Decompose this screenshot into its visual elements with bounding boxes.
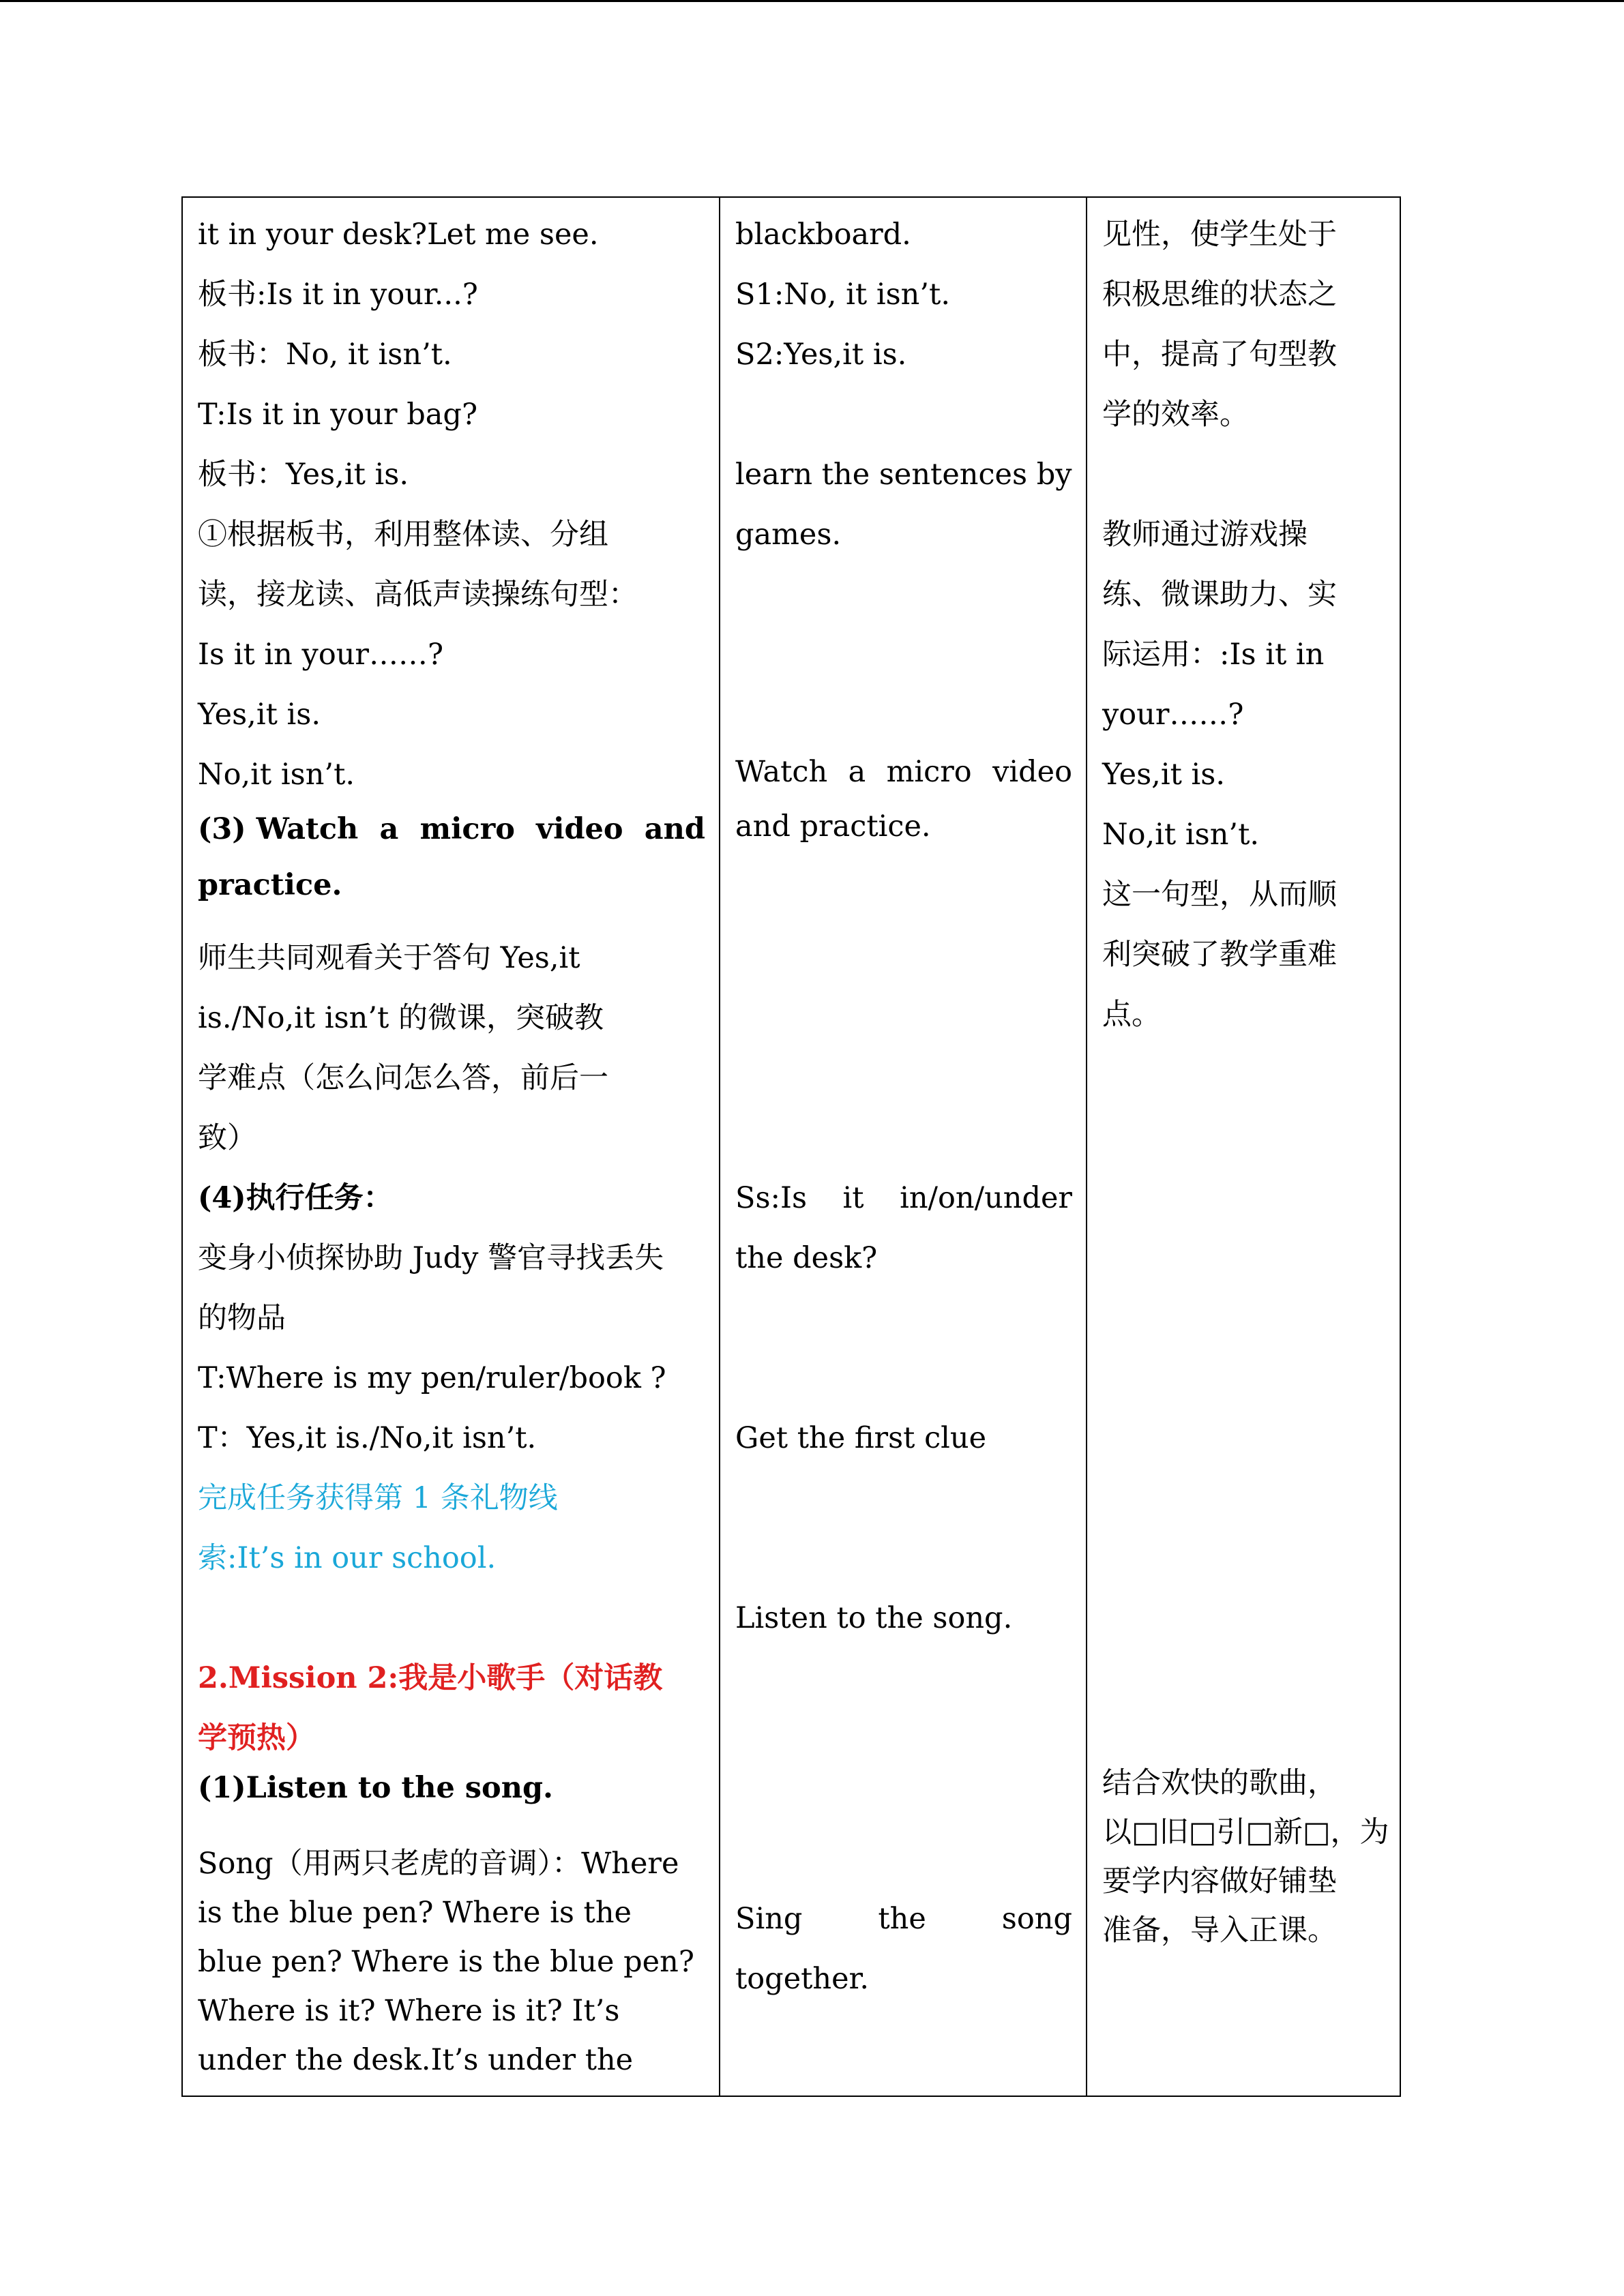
mission-heading-cont: 学预热）	[198, 1721, 315, 1755]
text-line: 板书：No, it isn’t.	[198, 338, 452, 372]
song-line: is the blue pen? Where is the	[198, 1896, 632, 1930]
text-line: 的物品	[198, 1301, 286, 1335]
song-line: under the desk.It’s under the	[198, 2043, 634, 2077]
word: video	[536, 812, 623, 846]
text-line: is./No,it isn’t 的微课，突破教	[198, 1001, 604, 1035]
text-line: the desk?	[735, 1241, 878, 1275]
text-line: T：Yes,it is./No,it isn’t.	[198, 1421, 537, 1455]
teacher-activity-column	[183, 198, 720, 2096]
word: and	[644, 812, 705, 846]
text-line: 变身小侦探协助 Judy 警官寻找丢失	[198, 1241, 664, 1275]
text-line: T:Where is my pen/ruler/book ?	[198, 1361, 666, 1395]
section-heading-3-cont: practice.	[198, 868, 342, 902]
text-line: together.	[735, 1962, 870, 1996]
text-line: 中，提高了句型教	[1102, 338, 1337, 372]
text-line: games.	[735, 518, 842, 552]
word: 为	[1359, 1815, 1389, 1849]
text-line: T:Is it in your bag?	[198, 398, 478, 432]
text-line: 见性，使学生处于	[1102, 218, 1337, 252]
text-line: No,it isn’t.	[198, 758, 355, 792]
text-line	[735, 1178, 1072, 1219]
text-line: 点。	[1102, 998, 1161, 1032]
word: a	[848, 755, 866, 789]
text-line: Is it in your……?	[198, 638, 444, 672]
text-line: Get the first clue	[735, 1421, 987, 1455]
text-line	[1102, 1812, 1389, 1853]
clue-text: 完成任务获得第 1 条礼物线	[198, 1481, 558, 1515]
text-line: 师生共同观看关于答句 Yes,it	[198, 941, 580, 975]
mission-heading: 2.Mission 2:我是小歌手（对话教	[198, 1661, 663, 1695]
text-line: Listen to the song.	[735, 1601, 1013, 1635]
word: 以□旧□引□新□，	[1102, 1815, 1360, 1849]
text-line: S1:No, it isn’t.	[735, 278, 950, 312]
design-intent-column	[1087, 198, 1401, 2096]
word: video	[992, 755, 1072, 789]
text-line: 板书:Is it in your...?	[198, 278, 478, 312]
text-line: learn the sentences by	[735, 458, 1072, 492]
text-line: 教师通过游戏操	[1102, 518, 1308, 552]
text-line: 致）	[198, 1121, 256, 1155]
text-line: blackboard.	[735, 218, 911, 252]
text-line: Yes,it is.	[198, 698, 321, 732]
song-line: Where is it? Where is it? It’s	[198, 1994, 620, 2028]
text-line: No,it isn’t.	[1102, 818, 1260, 852]
text-line: ①根据板书，利用整体读、分组	[198, 518, 608, 552]
text-line: 练、微课助力、实	[1102, 578, 1337, 612]
word: micro	[886, 755, 972, 789]
word: (3) Watch	[198, 812, 359, 846]
text-line: 读，接龙读、高低声读操练句型：	[198, 578, 638, 612]
text-line	[735, 751, 1072, 792]
lesson-plan-table	[181, 196, 1401, 2097]
song-line: blue pen? Where is the blue pen?	[198, 1945, 694, 1979]
word: it	[842, 1181, 864, 1215]
word: in/on/under	[900, 1181, 1072, 1215]
word: micro	[419, 812, 515, 846]
page-top-border	[0, 0, 1624, 2]
section-heading-3	[198, 809, 705, 850]
text-line: 学难点（怎么问怎么答，前后一	[198, 1061, 608, 1095]
text-line: it in your desk?Let me see.	[198, 218, 599, 252]
song-line: Song（用两只老虎的音调）：Where	[198, 1847, 679, 1881]
clue-text: 索:It’s in our school.	[198, 1541, 497, 1575]
text-line: 际运用：:Is it in	[1102, 638, 1325, 672]
text-line: 要学内容做好铺垫	[1102, 1864, 1337, 1898]
word: the	[878, 1902, 926, 1936]
text-line: 学的效率。	[1102, 398, 1249, 432]
listen-heading: (1)Listen to the song.	[198, 1771, 553, 1805]
word: song	[1001, 1902, 1072, 1936]
word: Watch	[735, 755, 828, 789]
text-line: S2:Yes,it is.	[735, 338, 907, 372]
text-line: 准备，导入正课。	[1102, 1913, 1337, 1948]
text-line: 这一句型，从而顺	[1102, 878, 1337, 912]
word: Sing	[735, 1902, 803, 1936]
text-line: and practice.	[735, 809, 931, 844]
section-heading-4: (4)执行任务：	[198, 1181, 393, 1215]
text-line: 积极思维的状态之	[1102, 278, 1337, 312]
text-line: 板书：Yes,it is.	[198, 458, 409, 492]
text-line	[735, 1898, 1072, 1939]
student-activity-column	[720, 198, 1087, 2096]
word: a	[379, 812, 399, 846]
text-line: your……?	[1102, 698, 1244, 732]
text-line: 结合欢快的歌曲，	[1102, 1766, 1337, 1800]
text-line: Yes,it is.	[1102, 758, 1226, 792]
word: Ss:Is	[735, 1181, 808, 1215]
text-line: 利突破了教学重难	[1102, 938, 1337, 972]
